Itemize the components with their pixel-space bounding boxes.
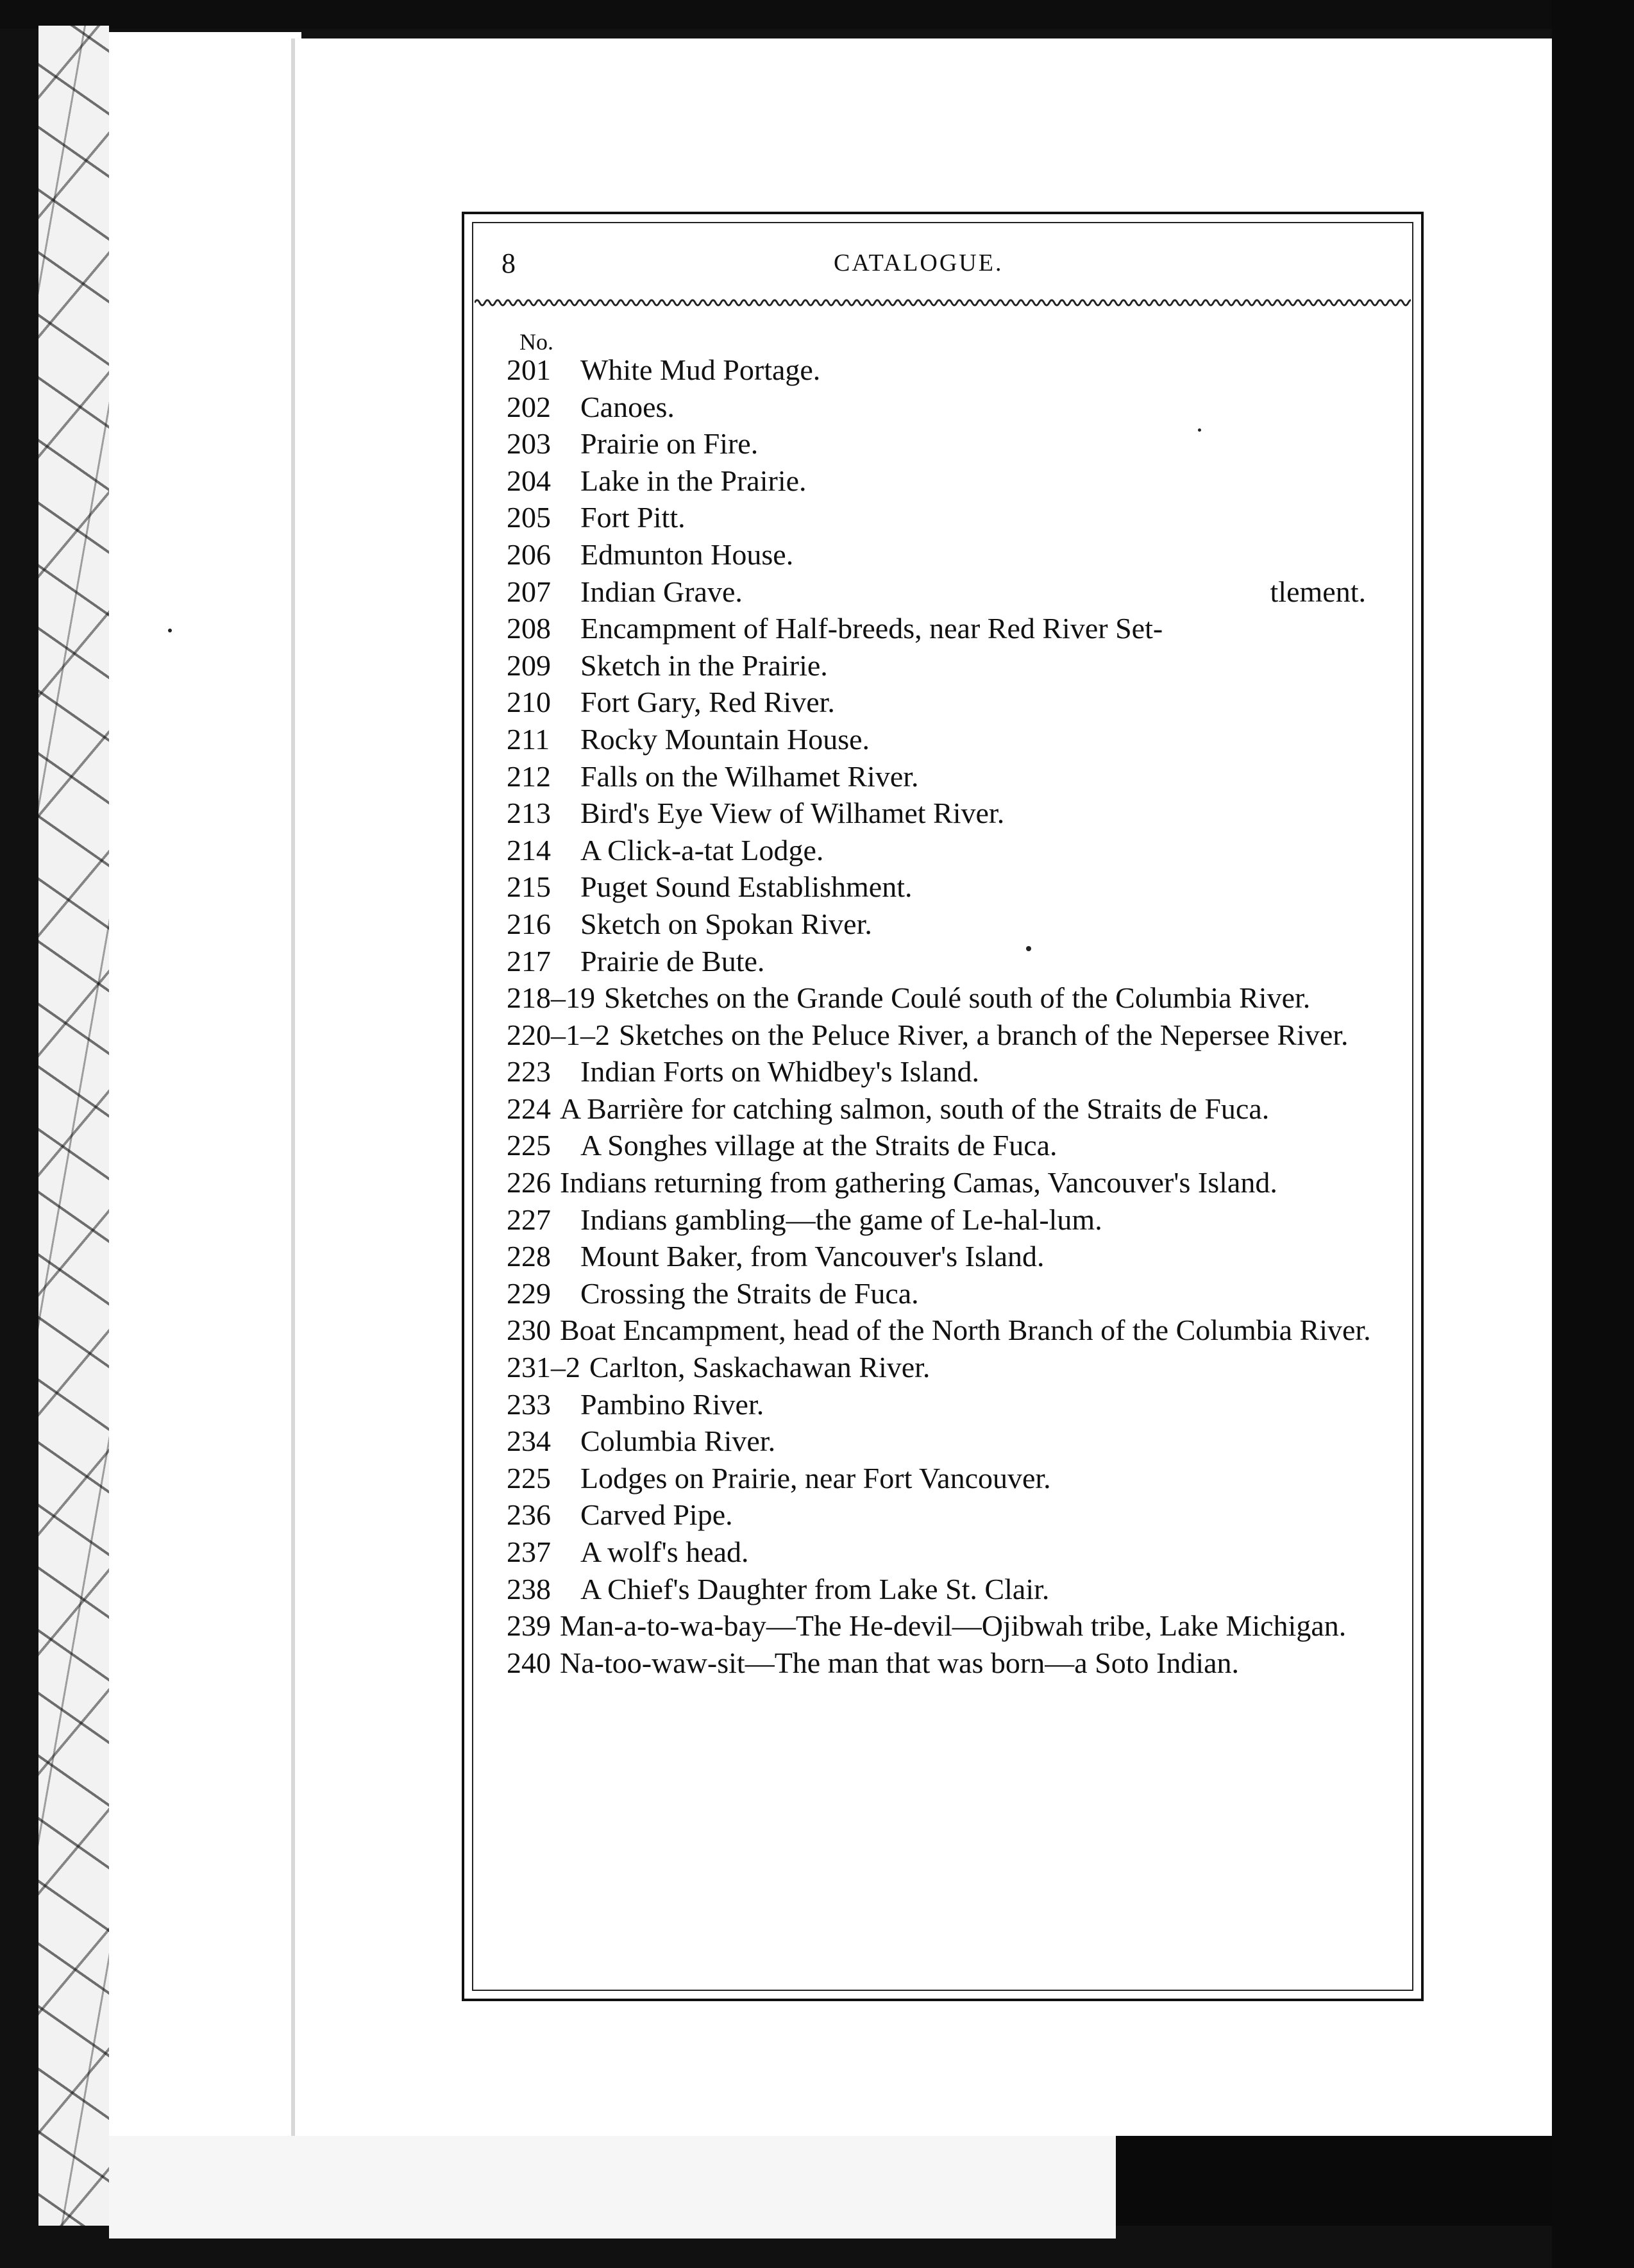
running-head: CATALOGUE.	[834, 250, 1004, 276]
entry-title: Sketch on Spokan River.	[580, 907, 872, 940]
entry-title: Fort Gary, Red River.	[580, 686, 835, 719]
entry-title: Indians gambling—the game of Le-hal-lum.	[580, 1203, 1102, 1236]
catalogue-entry	[507, 462, 1404, 500]
wavy-rule-line	[475, 300, 1411, 305]
catalogue-entry	[507, 1534, 1404, 1571]
catalogue-entry	[507, 351, 1404, 389]
entry-number: 229	[507, 1276, 551, 1310]
entry-title: White Mud Portage.	[580, 353, 821, 386]
entry-title: Indian Grave.	[580, 575, 743, 608]
scan-speck	[1198, 428, 1201, 432]
catalogue-entry	[507, 1607, 1404, 1645]
catalogue-entry	[507, 1496, 1404, 1534]
catalogue-entry	[507, 1349, 1404, 1386]
entry-number: 225	[507, 1129, 551, 1162]
entry-number: 237	[507, 1536, 551, 1568]
entry-title: Bird's Eye View of Wilhamet River.	[580, 797, 1005, 830]
entry-number: 228	[507, 1240, 551, 1273]
catalogue-entry	[507, 573, 1404, 611]
catalogue-entry	[507, 1571, 1404, 1608]
entry-title: Prairie de Bute.	[580, 944, 765, 977]
entry-title: Na-too-waw-sit—The man that was born—a Soto Indian.	[560, 1646, 1240, 1679]
scan-speck	[168, 629, 172, 632]
catalogue-entry	[507, 499, 1404, 536]
entry-title: Canoes.	[580, 390, 675, 423]
entry-title: Falls on the Wilhamet River.	[580, 759, 919, 793]
catalogue-entry	[507, 1164, 1404, 1201]
entry-number: 231–2	[507, 1351, 580, 1384]
entry-number: 209	[507, 648, 551, 682]
entry-title: Rocky Mountain House.	[580, 722, 870, 756]
entry-number: 201	[507, 353, 551, 386]
catalogue-entry	[507, 1090, 1404, 1128]
entry-title: Sketch in the Prairie.	[580, 648, 828, 682]
entry-number: 225	[507, 1461, 551, 1494]
catalogue-entry	[507, 1275, 1404, 1312]
catalogue-entry	[507, 425, 1404, 462]
scan-top-edge	[0, 0, 1634, 29]
entry-title: A Barrière for catching salmon, south of the Straits de Fuca.	[560, 1092, 1270, 1125]
entry-title: Sketches on the Grande Coulé south of the Columbia River.	[604, 981, 1311, 1015]
catalogue-entry	[507, 979, 1404, 1017]
catalogue-entry	[507, 684, 1404, 721]
entry-title: A wolf's head.	[580, 1536, 749, 1568]
entry-title: Boat Encampment, head of the North Branch of the Columbia River.	[560, 1314, 1371, 1347]
catalogue-entry	[507, 1423, 1404, 1460]
column-label: No.	[519, 329, 553, 355]
catalogue-entry	[507, 1386, 1404, 1423]
entry-title: Columbia River.	[580, 1425, 776, 1458]
entry-number: 211	[507, 722, 550, 756]
entry-number: 226	[507, 1166, 551, 1199]
entry-title: Man-a-to-wa-bay—The He-devil—Ojibwah tribe, Lake Michigan.	[560, 1609, 1347, 1643]
entry-number: 220–1–2	[507, 1018, 610, 1051]
entry-number: 218–19	[507, 981, 595, 1015]
catalogue-entry	[507, 868, 1404, 906]
entry-title: Carlton, Saskachawan River.	[589, 1351, 931, 1384]
entry-number: 214	[507, 833, 551, 867]
wavy-rule	[475, 295, 1411, 310]
entry-title: Indian Forts on Whidbey's Island.	[580, 1055, 979, 1088]
entry-number: 203	[507, 427, 551, 461]
entry-number: 224	[507, 1092, 551, 1125]
catalogue-entry	[507, 647, 1404, 684]
catalogue-entry	[507, 536, 1404, 573]
entry-title: Prairie on Fire.	[580, 427, 759, 461]
entry-number: 205	[507, 501, 551, 534]
entry-title: A Chief's Daughter from Lake St. Clair.	[580, 1572, 1050, 1605]
entry-title: Encampment of Half-breeds, near Red River Set-	[580, 612, 1163, 645]
entry-number: 238	[507, 1572, 551, 1605]
catalogue-entry	[507, 1238, 1404, 1275]
entry-number: 217	[507, 944, 551, 977]
catalogue-entry	[507, 1201, 1404, 1239]
scan-speck	[1026, 946, 1031, 951]
entry-number: 212	[507, 759, 551, 793]
entry-number: 230	[507, 1314, 551, 1347]
catalogue-entry	[507, 795, 1404, 832]
entry-number: 223	[507, 1055, 551, 1088]
inner-cover-leaf	[109, 32, 301, 2168]
entry-number: 227	[507, 1203, 551, 1236]
entry-title: Edmunton House.	[580, 537, 794, 571]
catalogue-entry	[507, 758, 1404, 795]
catalogue-entry	[507, 832, 1404, 869]
entry-number: 204	[507, 464, 551, 497]
entry-title: Puget Sound Establishment.	[580, 870, 913, 904]
catalogue-entry	[507, 1460, 1404, 1497]
catalogue-list	[507, 351, 1404, 1681]
entry-title: Carved Pipe.	[580, 1498, 733, 1532]
entry-number: 207	[507, 575, 551, 608]
entry-title: Mount Baker, from Vancouver's Island.	[580, 1240, 1045, 1273]
marbled-cover	[38, 26, 109, 2226]
entry-title: Crossing the Straits de Fuca.	[580, 1276, 919, 1310]
entry-title: Lodges on Prairie, near Fort Vancouver.	[580, 1461, 1051, 1494]
catalogue-entry	[507, 389, 1404, 426]
entry-number: 210	[507, 686, 551, 719]
catalogue-entry	[507, 1127, 1404, 1164]
entry-number: 208	[507, 612, 551, 645]
entry-title: A Click-a-tat Lodge.	[580, 833, 824, 867]
scan-right-edge	[1552, 0, 1634, 2268]
catalogue-entry	[507, 1312, 1404, 1349]
catalogue-entry	[507, 943, 1404, 980]
entry-number: 202	[507, 390, 551, 423]
catalogue-entry	[507, 721, 1404, 758]
catalogue-entry	[507, 1645, 1404, 1682]
catalogue-entry	[507, 906, 1404, 943]
catalogue-entry	[507, 610, 1404, 647]
entry-number: 236	[507, 1498, 551, 1532]
catalogue-entry	[507, 1017, 1404, 1054]
entry-title: Fort Pitt.	[580, 501, 686, 534]
entry-title: A Songhes village at the Straits de Fuca.	[580, 1129, 1057, 1162]
catalogue-entry	[507, 1053, 1404, 1090]
entry-title: Lake in the Prairie.	[580, 464, 807, 497]
entry-number: 216	[507, 907, 551, 940]
entry-number: 213	[507, 797, 551, 830]
entry-title: Sketches on the Peluce River, a branch of the Nepersee River.	[619, 1018, 1349, 1051]
entry-number: 240	[507, 1646, 551, 1679]
entry-note: tlement.	[1270, 575, 1366, 608]
entry-number: 215	[507, 870, 551, 904]
page-number: 8	[501, 248, 516, 279]
entry-number: 234	[507, 1425, 551, 1458]
entry-number: 233	[507, 1387, 551, 1421]
page-bottom-edge	[109, 2136, 1116, 2238]
entry-number: 239	[507, 1609, 551, 1643]
entry-title: Pambino River.	[580, 1387, 764, 1421]
entry-number: 206	[507, 537, 551, 571]
entry-title: Indians returning from gathering Camas, Vancouver's Island.	[560, 1166, 1277, 1199]
